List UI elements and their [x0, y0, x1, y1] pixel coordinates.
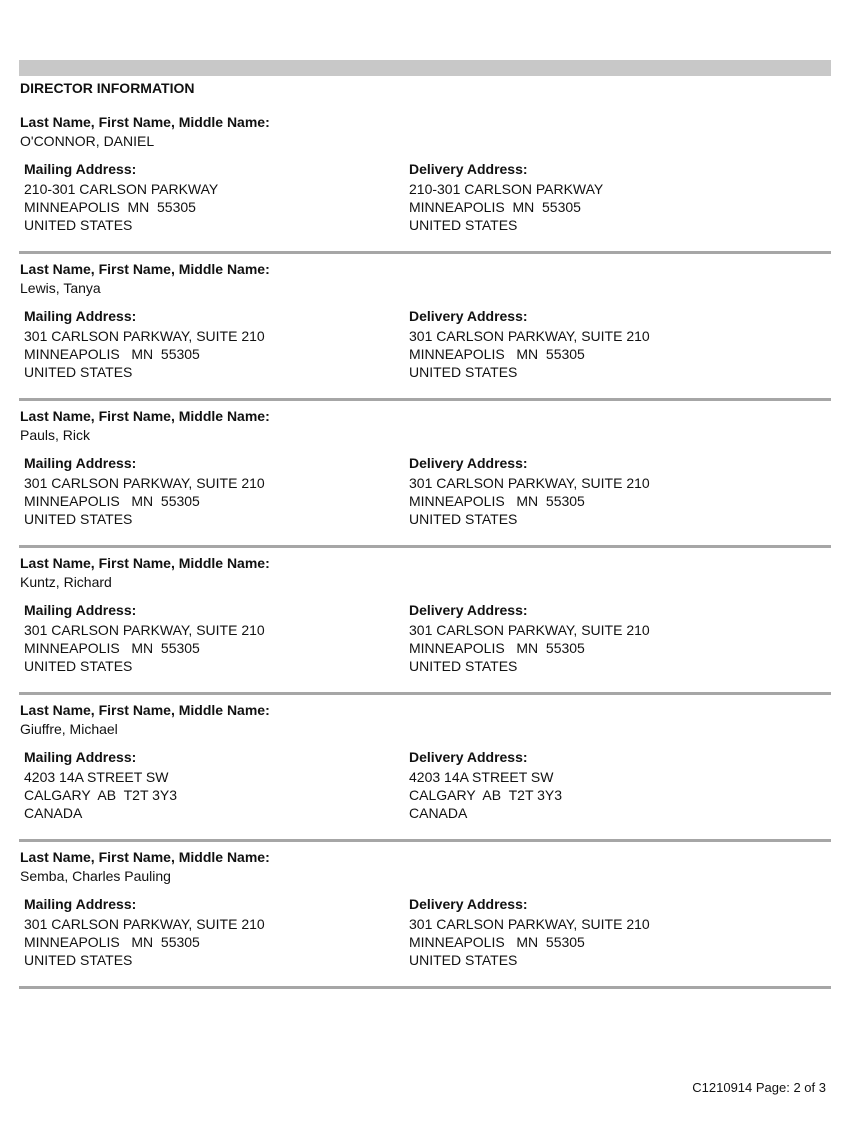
mailing-address-line-1: 301 CARLSON PARKWAY, SUITE 210: [24, 475, 265, 491]
mailing-address-line-1: 4203 14A STREET SW: [24, 769, 169, 785]
mailing-address-line-1: 301 CARLSON PARKWAY, SUITE 210: [24, 328, 265, 344]
mailing-address: [24, 895, 265, 969]
mailing-address-line-2: MINNEAPOLIS MN 55305: [24, 346, 200, 362]
delivery-address-line-1: 4203 14A STREET SW: [409, 769, 554, 785]
mailing-address-label: Mailing Address:: [24, 896, 137, 912]
name-label: Last Name, First Name, Middle Name:: [20, 114, 270, 130]
delivery-address: [409, 454, 650, 528]
name-label: Last Name, First Name, Middle Name:: [20, 408, 270, 424]
director-name: Pauls, Rick: [20, 427, 91, 443]
mailing-address-line-2: CALGARY AB T2T 3Y3: [24, 787, 178, 803]
delivery-address: [409, 160, 603, 234]
mailing-address: [24, 748, 177, 822]
mailing-address-line-2: MINNEAPOLIS MN 55305: [24, 640, 200, 656]
mailing-address-line-2: MINNEAPOLIS MN 55305: [24, 199, 196, 215]
delivery-address-line-3: UNITED STATES: [409, 217, 518, 233]
name-label: Last Name, First Name, Middle Name:: [20, 702, 270, 718]
director-entry: [19, 842, 831, 989]
mailing-address: [24, 601, 265, 675]
section-title: DIRECTOR INFORMATION: [20, 80, 195, 96]
mailing-address-line-1: 301 CARLSON PARKWAY, SUITE 210: [24, 622, 265, 638]
delivery-address-label: Delivery Address:: [409, 455, 528, 471]
mailing-address-line-2: MINNEAPOLIS MN 55305: [24, 934, 200, 950]
delivery-address: [409, 601, 650, 675]
director-name: Lewis, Tanya: [20, 280, 101, 296]
director-entry: [19, 254, 831, 401]
director-entry: [19, 695, 831, 842]
delivery-address-line-2: MINNEAPOLIS MN 55305: [409, 934, 585, 950]
director-name: O'CONNOR, DANIEL: [20, 133, 155, 149]
delivery-address-line-2: MINNEAPOLIS MN 55305: [409, 640, 585, 656]
mailing-address: [24, 160, 218, 234]
delivery-address-line-3: CANADA: [409, 805, 468, 821]
delivery-address-line-3: UNITED STATES: [409, 952, 518, 968]
delivery-address: [409, 895, 650, 969]
mailing-address-label: Mailing Address:: [24, 308, 137, 324]
delivery-address-line-3: UNITED STATES: [409, 511, 518, 527]
delivery-address-label: Delivery Address:: [409, 602, 528, 618]
director-list: [19, 107, 831, 989]
mailing-address-line-1: 301 CARLSON PARKWAY, SUITE 210: [24, 916, 265, 932]
delivery-address-label: Delivery Address:: [409, 161, 528, 177]
delivery-address: [409, 307, 650, 381]
director-name: Kuntz, Richard: [20, 574, 112, 590]
delivery-address-line-2: CALGARY AB T2T 3Y3: [409, 787, 563, 803]
delivery-address-line-1: 301 CARLSON PARKWAY, SUITE 210: [409, 475, 650, 491]
delivery-address-line-2: MINNEAPOLIS MN 55305: [409, 199, 581, 215]
mailing-address-line-3: UNITED STATES: [24, 952, 133, 968]
mailing-address-label: Mailing Address:: [24, 161, 137, 177]
delivery-address-line-3: UNITED STATES: [409, 658, 518, 674]
delivery-address-label: Delivery Address:: [409, 308, 528, 324]
section-header-bar: [19, 60, 831, 76]
mailing-address-line-1: 210-301 CARLSON PARKWAY: [24, 181, 219, 197]
delivery-address-line-3: UNITED STATES: [409, 364, 518, 380]
director-entry: [19, 107, 831, 254]
delivery-address-line-2: MINNEAPOLIS MN 55305: [409, 493, 585, 509]
mailing-address-label: Mailing Address:: [24, 602, 137, 618]
delivery-address-label: Delivery Address:: [409, 896, 528, 912]
delivery-address-line-2: MINNEAPOLIS MN 55305: [409, 346, 585, 362]
delivery-address-line-1: 301 CARLSON PARKWAY, SUITE 210: [409, 916, 650, 932]
page-footer: C1210914 Page: 2 of 3: [692, 1080, 826, 1095]
name-label: Last Name, First Name, Middle Name:: [20, 555, 270, 571]
delivery-address-line-1: 301 CARLSON PARKWAY, SUITE 210: [409, 328, 650, 344]
mailing-address-line-3: UNITED STATES: [24, 364, 133, 380]
director-entry: [19, 548, 831, 695]
mailing-address-label: Mailing Address:: [24, 749, 137, 765]
delivery-address-line-1: 210-301 CARLSON PARKWAY: [409, 181, 604, 197]
mailing-address-line-3: UNITED STATES: [24, 658, 133, 674]
mailing-address-line-2: MINNEAPOLIS MN 55305: [24, 493, 200, 509]
mailing-address-line-3: UNITED STATES: [24, 511, 133, 527]
name-label: Last Name, First Name, Middle Name:: [20, 261, 270, 277]
name-label: Last Name, First Name, Middle Name:: [20, 849, 270, 865]
director-name: Semba, Charles Pauling: [20, 868, 171, 884]
delivery-address: [409, 748, 562, 822]
mailing-address: [24, 307, 265, 381]
mailing-address-label: Mailing Address:: [24, 455, 137, 471]
director-entry: [19, 401, 831, 548]
mailing-address: [24, 454, 265, 528]
delivery-address-label: Delivery Address:: [409, 749, 528, 765]
mailing-address-line-3: UNITED STATES: [24, 217, 133, 233]
delivery-address-line-1: 301 CARLSON PARKWAY, SUITE 210: [409, 622, 650, 638]
director-name: Giuffre, Michael: [20, 721, 118, 737]
mailing-address-line-3: CANADA: [24, 805, 83, 821]
